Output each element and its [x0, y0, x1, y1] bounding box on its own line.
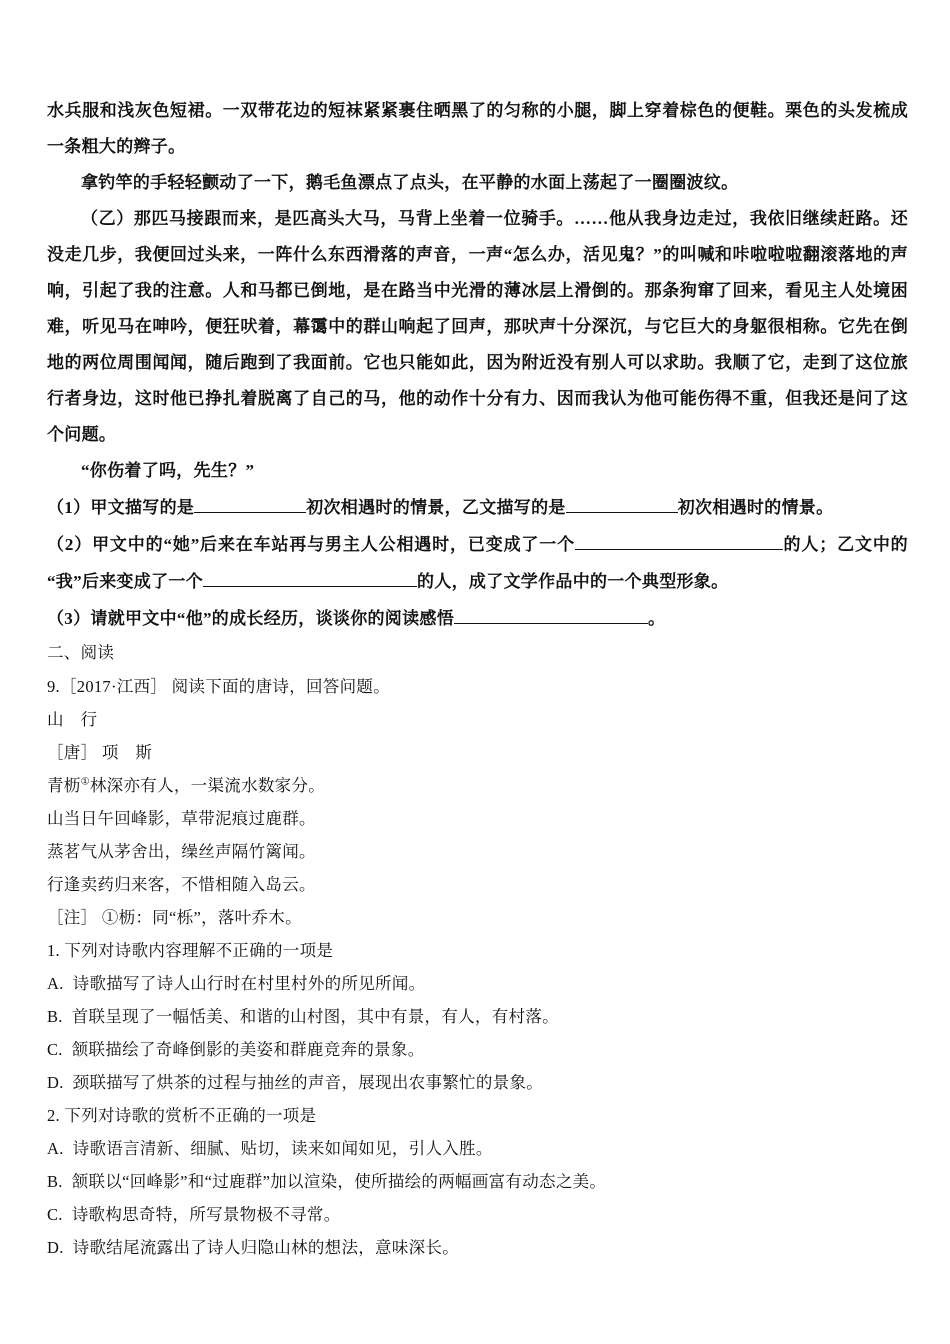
- option-label: C.: [47, 1205, 63, 1224]
- option-text: 颔联以“回峰影”和“过鹿群”加以渲染，使所描绘的两幅画富有动态之美。: [71, 1172, 607, 1191]
- question-3-pre: （3）请就甲文中“他”的成长经历，谈谈你的阅读感悟: [47, 609, 454, 628]
- question-1-mid: 初次相遇时的情景，乙文描写的是: [306, 498, 566, 517]
- option-text: 诗歌语言清新、细腻、贴切，读来如闻如见，引人入胜。: [72, 1139, 493, 1158]
- poem-line-4: 行逢卖药归来客，不惜相随入岛云。: [47, 875, 316, 894]
- question-1-post: 初次相遇时的情景。: [677, 498, 834, 517]
- passage-paragraph-2: 拿钓竿的手轻轻颤动了一下，鹅毛鱼漂点了点头，在平静的水面上荡起了一圈圈波纹。: [81, 173, 739, 192]
- option-label: B.: [47, 1172, 63, 1191]
- question-3: [47, 600, 908, 637]
- answer-blank-line: [203, 573, 417, 587]
- fill-in-questions: [47, 489, 908, 637]
- answer-blank-line: [566, 499, 678, 513]
- mc-option: [47, 1066, 908, 1099]
- poem-author: ［唐］ 项 斯: [47, 743, 153, 762]
- option-text: 诗歌描写了诗人山行时在村里村外的所见所闻。: [72, 974, 426, 993]
- option-label: D.: [47, 1073, 64, 1092]
- question-1: [47, 489, 908, 526]
- passage-quote: “你伤着了吗，先生？”: [81, 461, 255, 480]
- option-text: 诗歌结尾流露出了诗人归隐山林的想法，意味深长。: [72, 1238, 460, 1257]
- question-1-pre: （1）甲文描写的是: [47, 498, 195, 517]
- multiple-choice-question-1: [47, 934, 908, 1099]
- option-label: B.: [47, 1007, 63, 1026]
- mc-option: [47, 1198, 908, 1231]
- item-9-instruction: 9.［2017·江西］ 阅读下面的唐诗，回答问题。: [47, 677, 390, 696]
- mc-option: [47, 1033, 908, 1066]
- mc-option: [47, 1165, 908, 1198]
- footnote-marker: ①: [80, 776, 90, 788]
- poem-note: ［注］ ①枥：同“栎”，落叶乔木。: [47, 908, 302, 927]
- poem-line-1: [47, 769, 908, 802]
- answer-blank-line: [575, 536, 783, 550]
- section-heading: 二、阅读: [47, 644, 115, 662]
- poem-block: [47, 703, 908, 934]
- option-label: A.: [47, 1139, 64, 1158]
- poem-line-1-post: 林深亦有人，一渠流水数家分。: [89, 776, 326, 795]
- option-text: 首联呈现了一幅恬美、和谐的山村图，其中有景，有人，有村落。: [71, 1007, 559, 1026]
- question-3-post: 。: [648, 609, 666, 628]
- question-2-mid: 的人；乙文中的“我”后来变成了一个: [47, 535, 908, 591]
- poem-line-2: 山当日午回峰影，草带泥痕过鹿群。: [47, 809, 316, 828]
- option-label: D.: [47, 1238, 64, 1257]
- option-text: 诗歌构思奇特，所写景物极不寻常。: [71, 1205, 341, 1224]
- option-text: 颈联描写了烘茶的过程与抽丝的声音，展现出农事繁忙的景象。: [72, 1073, 544, 1092]
- mc-question-1-stem: 1. 下列对诗歌内容理解不正确的一项是: [47, 941, 334, 960]
- mc-option: [47, 1231, 908, 1264]
- passage-paragraph-3: （乙）那匹马接跟而来，是匹高头大马，马背上坐着一位骑手。……他从我身边走过，我依旧继续赶路。还没走几步，我便回过头来，一阵什么东西滑落的声音，一声“怎么办，活见鬼？”的叫喊和咔啦啦啦翻滚落地的声响，引起了我的注意。人和马都已倒地，是在路当中光滑的薄冰层上滑倒的。那条狗窜了回来，看见主人处境困难，听见马在呻吟，便狂吠着，幕霭中的群山响起了回声，那吠声十分深沉，与它巨大的身躯很相称。它先在倒地的两位周围闻闻，随后跑到了我面前。它也只能如此，因为附近没有别人可以求助。我顺了它，走到了这位旅行者身边，这时他已挣扎着脱离了自己的马，他的动作十分有力、因而我认为他可能伤得不重，但我还是问了这个问题。: [47, 209, 908, 444]
- answer-blank-line: [194, 499, 306, 513]
- mc-option: [47, 1132, 908, 1165]
- option-label: A.: [47, 974, 64, 993]
- mc-option: [47, 967, 908, 1000]
- question-2-pre: （2）甲文中的“她”后来在车站再与男主人公相遇时，已变成了一个: [47, 535, 575, 554]
- option-label: C.: [47, 1040, 63, 1059]
- poem-line-1-pre: 青枥: [47, 776, 81, 795]
- passage-paragraph-1: 水兵服和浅灰色短裙。一双带花边的短袜紧紧裹住晒黑了的匀称的小腿，脚上穿着棕色的便鞋。栗色的头发梳成一条粗大的辫子。: [47, 101, 908, 156]
- reading-section: [47, 637, 908, 1264]
- passage-block: [47, 93, 908, 489]
- multiple-choice-question-2: [47, 1099, 908, 1264]
- poem-title: 山 行: [47, 710, 98, 729]
- option-text: 颔联描绘了奇峰倒影的美姿和群鹿竞奔的景象。: [71, 1040, 425, 1059]
- mc-option: [47, 1000, 908, 1033]
- question-2-post: 的人，成了文学作品中的一个典型形象。: [417, 572, 729, 591]
- question-2: [47, 526, 908, 600]
- mc-question-2-stem: 2. 下列对诗歌的赏析不正确的一项是: [47, 1106, 317, 1125]
- answer-blank-line: [454, 610, 648, 624]
- poem-line-3: 蒸茗气从茅舍出，缲丝声隔竹篱闻。: [47, 842, 316, 861]
